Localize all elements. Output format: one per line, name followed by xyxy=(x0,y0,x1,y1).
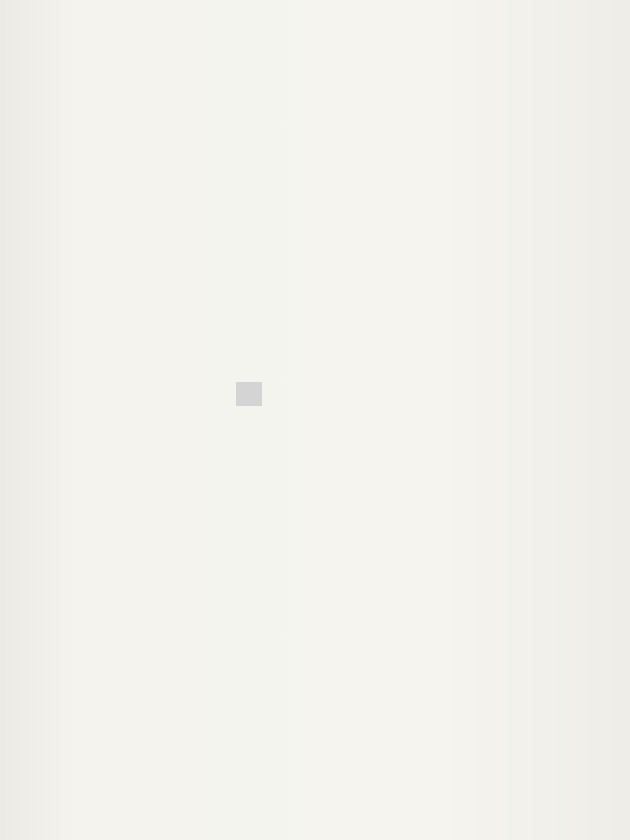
stamp-mark xyxy=(236,382,262,406)
table-of-contents xyxy=(70,38,600,56)
